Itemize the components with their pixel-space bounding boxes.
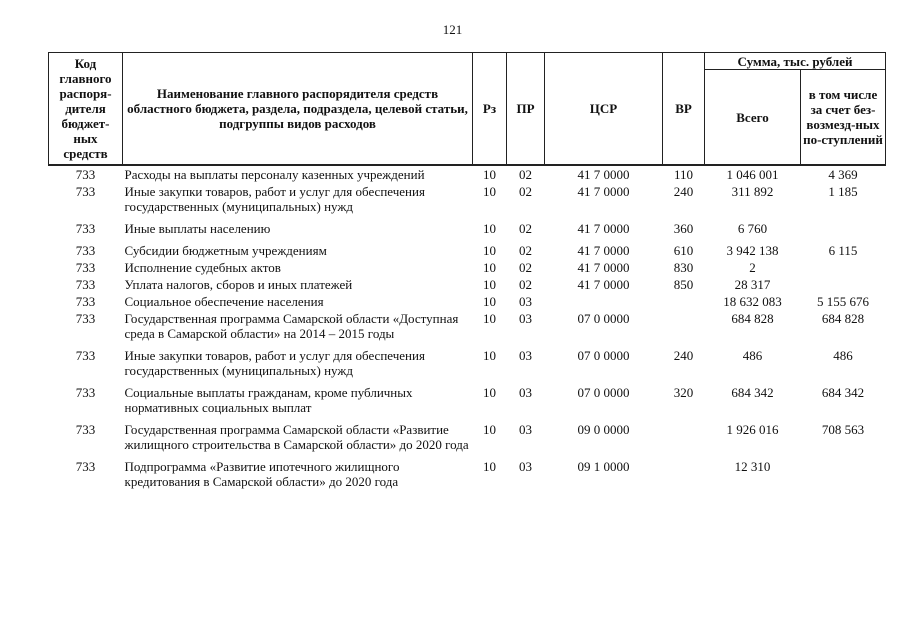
cell-code: 733	[75, 221, 96, 236]
cell-name: Социальное обеспечение населения	[124, 294, 324, 309]
header-rz: Рз	[473, 53, 507, 166]
cell-csr: 41 7 0000	[577, 167, 630, 182]
cell-rz: 10	[483, 459, 496, 474]
cell-pr: 02	[519, 243, 532, 258]
table-row	[49, 165, 886, 183]
cell-rz: 10	[483, 221, 496, 236]
cell-vr: 360	[673, 221, 694, 236]
cell-total: 18 632 083	[723, 294, 782, 309]
cell-code: 733	[75, 294, 96, 309]
cell-rz: 10	[483, 260, 496, 275]
table-header	[49, 53, 886, 166]
cell-total: 2	[749, 260, 756, 275]
cell-incl: 486	[833, 348, 853, 363]
cell-csr: 07 0 0000	[577, 348, 630, 363]
cell-vr: 110	[673, 167, 694, 182]
cell-vr: 320	[673, 385, 694, 400]
cell-name: Иные выплаты населению	[124, 221, 271, 236]
cell-code: 733	[75, 311, 96, 326]
header-incl: в том числе за счет без-возмезд-ных по-ступлений	[801, 70, 886, 166]
cell-pr: 02	[519, 260, 532, 275]
cell-total: 6 760	[737, 221, 768, 236]
cell-pr: 02	[519, 184, 532, 199]
cell-incl: 1 185	[828, 184, 858, 199]
table-body	[49, 165, 886, 490]
table-row	[49, 183, 886, 220]
cell-rz: 10	[483, 184, 496, 199]
cell-vr	[663, 421, 705, 458]
cell-pr: 03	[519, 385, 532, 400]
cell-vr: 610	[673, 243, 694, 258]
cell-name: Исполнение судебных актов	[124, 260, 281, 275]
cell-code: 733	[75, 260, 96, 275]
cell-total: 12 310	[734, 459, 771, 474]
cell-incl: 684 828	[821, 311, 865, 326]
cell-rz: 10	[483, 277, 496, 292]
cell-total: 1 926 016	[726, 422, 779, 437]
table-row	[49, 293, 886, 310]
cell-rz: 10	[483, 243, 496, 258]
cell-incl	[801, 458, 886, 490]
cell-incl: 708 563	[821, 422, 865, 437]
cell-name: Социальные выплаты гражданам, кроме публичных нормативных социальных выплат	[124, 385, 413, 415]
cell-incl: 6 115	[828, 243, 858, 258]
cell-code: 733	[75, 277, 96, 292]
table-row	[49, 242, 886, 259]
page-number: 121	[442, 22, 463, 37]
cell-rz: 10	[483, 385, 496, 400]
cell-pr: 02	[519, 221, 532, 236]
cell-name: Субсидии бюджетным учреждениям	[124, 243, 327, 258]
cell-pr: 02	[519, 167, 532, 182]
cell-total: 684 828	[731, 311, 774, 326]
cell-code: 733	[75, 167, 96, 182]
cell-name: Государственная программа Самарской области «Доступная среда в Самарской области» на 2014 – 2015 годы	[124, 311, 459, 341]
header-sum: Сумма, тыс. рублей	[705, 53, 886, 70]
cell-total: 1 046 001	[726, 167, 779, 182]
table-row	[49, 259, 886, 276]
cell-vr	[663, 310, 705, 347]
cell-code: 733	[75, 243, 96, 258]
header-pr: ПР	[507, 53, 545, 166]
table-row	[49, 220, 886, 242]
cell-vr: 850	[673, 277, 694, 292]
table-row	[49, 458, 886, 490]
cell-rz: 10	[483, 422, 496, 437]
cell-csr: 41 7 0000	[577, 277, 630, 292]
cell-code: 733	[75, 184, 96, 199]
cell-incl: 5 155 676	[817, 294, 869, 309]
table-row	[49, 276, 886, 293]
cell-pr: 02	[519, 277, 532, 292]
cell-pr: 03	[519, 311, 532, 326]
header-total: Всего	[705, 70, 801, 166]
cell-pr: 03	[519, 294, 532, 309]
cell-total: 486	[742, 348, 763, 363]
cell-rz: 10	[483, 348, 496, 363]
cell-incl: 684 342	[821, 385, 865, 400]
cell-incl: 4 369	[828, 167, 858, 182]
cell-rz: 10	[483, 167, 496, 182]
cell-csr: 41 7 0000	[577, 221, 630, 236]
cell-vr: 830	[673, 260, 694, 275]
budget-table	[48, 52, 886, 490]
table-row	[49, 347, 886, 384]
table-row	[49, 421, 886, 458]
cell-csr: 07 0 0000	[577, 385, 630, 400]
cell-name: Иные закупки товаров, работ и услуг для обеспечения государственных (муниципальных) нужд	[124, 348, 425, 378]
cell-code: 733	[75, 348, 96, 363]
cell-vr	[663, 293, 705, 310]
cell-name: Расходы на выплаты персоналу казенных учреждений	[124, 167, 425, 182]
cell-csr: 07 0 0000	[577, 311, 630, 326]
cell-incl	[801, 259, 886, 276]
cell-name: Государственная программа Самарской области «Развитие жилищного строительства в Самарской области» до 2020 года	[124, 422, 469, 452]
cell-code: 733	[75, 385, 96, 400]
cell-vr	[663, 458, 705, 490]
cell-csr: 41 7 0000	[577, 184, 630, 199]
cell-total: 684 342	[731, 385, 774, 400]
cell-total: 28 317	[734, 277, 771, 292]
cell-incl	[801, 220, 886, 242]
header-name: Наименование главного распорядителя средств областного бюджета, раздела, подраздела, целевой статьи, подгруппы видов расходов	[123, 53, 473, 166]
cell-name: Уплата налогов, сборов и иных платежей	[124, 277, 353, 292]
header-vr: ВР	[663, 53, 705, 166]
cell-total: 3 942 138	[726, 243, 779, 258]
header-csr: ЦСР	[545, 53, 663, 166]
table-row	[49, 310, 886, 347]
table-row	[49, 384, 886, 421]
cell-csr: 41 7 0000	[577, 243, 630, 258]
header-code: Код главного распоря-дителя бюджет-ных средств	[49, 53, 123, 166]
cell-rz: 10	[483, 294, 496, 309]
cell-csr: 41 7 0000	[577, 260, 630, 275]
cell-incl	[801, 276, 886, 293]
cell-pr: 03	[519, 348, 532, 363]
cell-csr: 09 1 0000	[577, 459, 630, 474]
cell-pr: 03	[519, 459, 532, 474]
cell-pr: 03	[519, 422, 532, 437]
cell-total: 311 892	[731, 184, 774, 199]
cell-code: 733	[75, 459, 96, 474]
cell-name: Иные закупки товаров, работ и услуг для обеспечения государственных (муниципальных) нужд	[124, 184, 425, 214]
cell-vr: 240	[673, 348, 694, 363]
cell-rz: 10	[483, 311, 496, 326]
cell-vr: 240	[673, 184, 694, 199]
cell-code: 733	[75, 422, 96, 437]
cell-csr	[545, 293, 663, 310]
cell-csr: 09 0 0000	[577, 422, 630, 437]
cell-name: Подпрограмма «Развитие ипотечного жилищного кредитования в Самарской области» до 2020 года	[124, 459, 400, 489]
